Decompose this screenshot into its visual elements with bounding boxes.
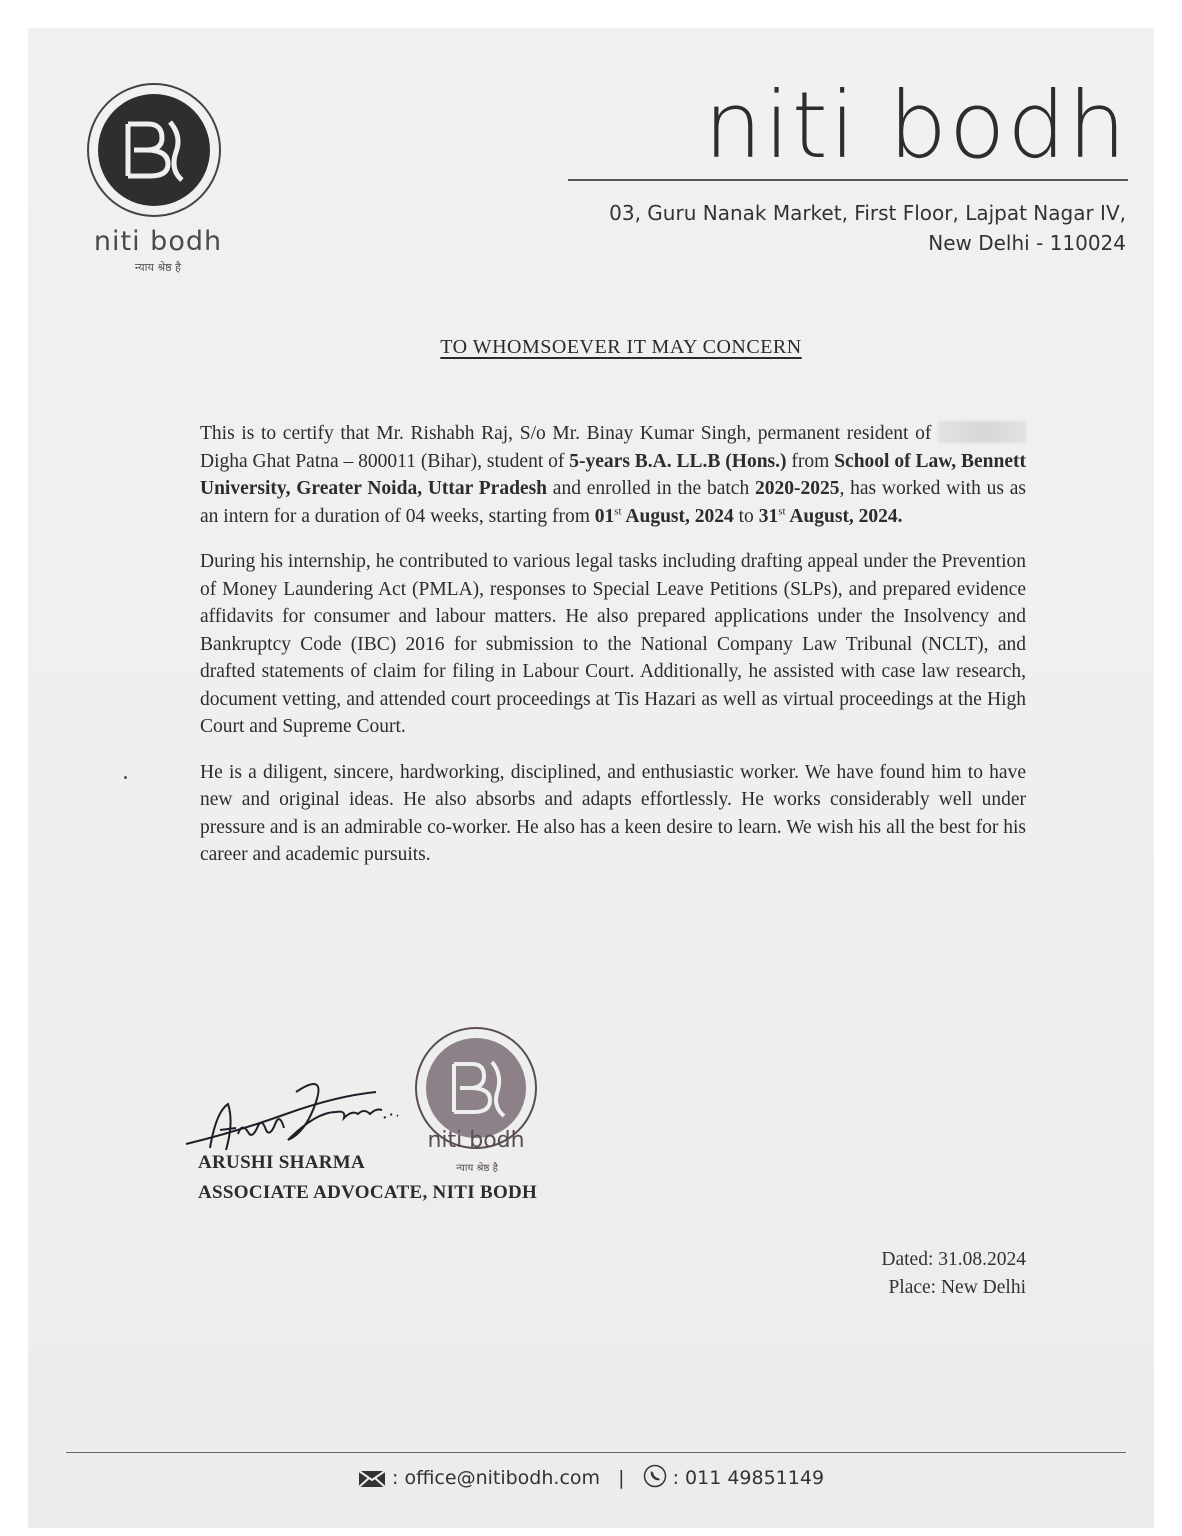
end-day-suffix: st [778, 505, 786, 517]
signer-title: ASSOCIATE ADVOCATE, NITI BODH [198, 1182, 538, 1203]
start-day-suffix: st [614, 505, 622, 517]
logo-tagline: न्याय श्रेष्ठ है [135, 261, 181, 274]
letter-footer [28, 1464, 1154, 1489]
footer-email: : office@nitibodh.com [392, 1467, 601, 1489]
para1-text-2: Digha Ghat Patna – 800011 (Bihar), student of [200, 450, 570, 472]
brand-name: niti bodh [703, 72, 1128, 179]
date-place-block [881, 1246, 1026, 1302]
logo-text: niti bodh [93, 226, 223, 257]
para1-text-3: from [786, 450, 835, 472]
place-line: Place: New Delhi [888, 1277, 1026, 1298]
niti-bodh-logo-icon [84, 80, 224, 220]
dated-line: Dated: 31.08.2024 [881, 1249, 1026, 1270]
seal-tagline: न्याय श्रेष्ठ है [456, 1163, 498, 1174]
para1-text-5: , has worked with us as an intern for a duration of 04 weeks, starting from [200, 478, 1027, 527]
seal-text: niti bodh [427, 1128, 525, 1153]
end-day: 31 [758, 505, 779, 527]
signer-name: ARUSHI SHARMA [198, 1152, 365, 1173]
end-month-year: August, 2024. [785, 505, 903, 527]
para1-text-4: and enrolled in the batch [547, 478, 755, 499]
batch-years: 2020-2025 [754, 478, 840, 499]
para1-text-1: This is to certify that Mr. Rishabh Raj, S/o Mr. Binay Kumar Singh, permanent resident of [200, 423, 938, 444]
company-seal [412, 1024, 542, 1204]
letterhead-logo [80, 80, 236, 290]
letter-body [200, 420, 1026, 887]
address-line-1: 03, Guru Nanak Market, First Floor, Lajpat Nagar IV, [609, 201, 1126, 225]
start-month-year: August, 2024 [621, 505, 734, 527]
letter-sheet [28, 28, 1154, 1528]
start-day: 01 [594, 505, 615, 527]
degree-name: 5-years B.A. LL.B (Hons.) [569, 450, 787, 472]
footer-separator: | [618, 1467, 625, 1489]
mail-icon [358, 1470, 386, 1488]
letterhead-address [609, 198, 1126, 258]
phone-icon [643, 1464, 667, 1488]
address-line-2: New Delhi - 110024 [928, 231, 1126, 255]
brand-underline [568, 179, 1128, 181]
footer-phone: : 011 49851149 [672, 1467, 825, 1489]
university-name: School of Law, Bennett University, Greater Noida, Uttar Pradesh [200, 450, 1027, 499]
heading-text: TO WHOMSOEVER IT MAY CONCERN [440, 336, 802, 358]
paragraph-appraisal: He is a diligent, sincere, hardworking, disciplined, and enthusiastic worker. We have found him to have new and original ideas. He also absorbs and adapts effortlessly. He works considerably well under pressure and is an admirable co-worker. He also has a keen desire to learn. We wish his all the best for his career and academic pursuits. [200, 761, 1026, 865]
footer-divider [66, 1452, 1126, 1453]
paragraph-internship-tasks: During his internship, he contributed to various legal tasks including drafting appeal under the Prevention of Money Laundering Act (PMLA), responses to Special Leave Petitions (SLPs), and prepared evidence affidavits for consumer and labour matters. He also prepared applications under the Insolvency and Bankruptcy Code (IBC) 2016 for submission to the National Company Law Tribunal (NCLT), and drafted statements of claim for filing in Labour Court. Additionally, he assisted with case law research, document vetting, and attended court proceedings at Tis Hazari as well as virtual proceedings at the High Court and Supreme Court. [200, 551, 1026, 737]
paper-speck [124, 776, 127, 779]
letter-heading [28, 336, 1154, 359]
para1-text-6: to [733, 505, 759, 527]
paragraph-certification [200, 420, 1026, 530]
redacted-address [938, 421, 1026, 443]
